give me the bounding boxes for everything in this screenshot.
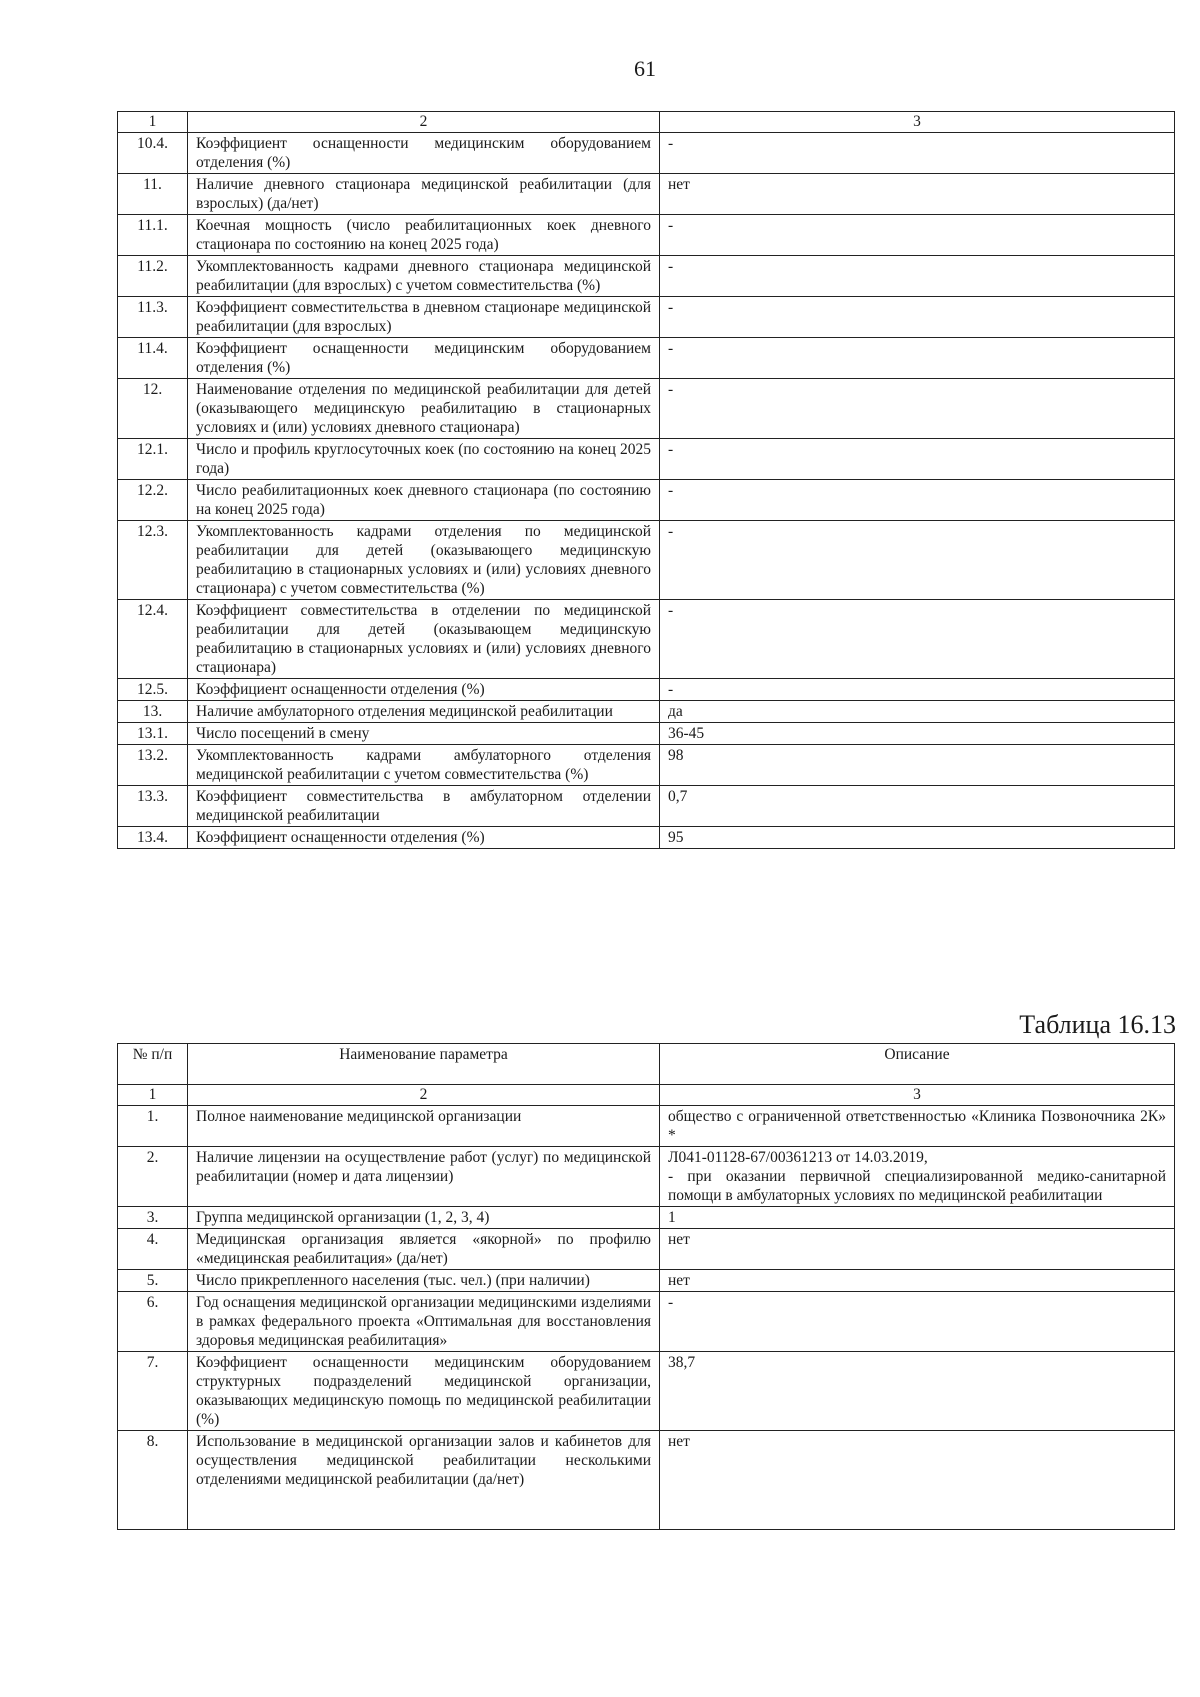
table-row [118,600,1175,679]
table-header-numbers [118,1085,1175,1106]
parameter-value: - [660,256,1175,297]
parameter-name: Использование в медицинской организации залов и кабинетов для осуществления медицинской реабилитации несколькими отделениями медицинской реабилитации (да/нет) [188,1431,660,1530]
row-number: 12.3. [118,521,188,600]
table-row [118,1292,1175,1352]
row-number: 11.2. [118,256,188,297]
parameter-name: Наименование отделения по медицинской реабилитации для детей (оказывающего медицинскую реабилитацию в стационарных условиях и (или) условиях дневного стационара) [188,379,660,439]
parameter-value: 95 [660,827,1175,849]
row-number: 11.1. [118,215,188,256]
column-number-2: 2 [188,1085,660,1106]
column-number-1: 1 [118,1085,188,1106]
parameter-name: Число прикрепленного населения (тыс. чел.) (при наличии) [188,1270,660,1292]
table-header [118,1044,1175,1085]
row-number: 3. [118,1207,188,1229]
parameter-value: нет [660,174,1175,215]
license-number: Л041-01128-67/00361213 от 14.03.2019, [668,1149,928,1166]
parameter-value: - [660,1292,1175,1352]
table-row [118,1270,1175,1292]
row-number: 5. [118,1270,188,1292]
column-number-1: 1 [118,112,188,133]
table-row [118,1431,1175,1530]
parameter-name: Медицинская организация является «якорной» по профилю «медицинская реабилитация» (да/нет) [188,1229,660,1270]
row-number: 13.4. [118,827,188,849]
table-row [118,1207,1175,1229]
table-row [118,297,1175,338]
table-continuation [117,111,1175,849]
parameter-name: Коэффициент совместительства в амбулаторном отделении медицинской реабилитации [188,786,660,827]
parameter-name: Группа медицинской организации (1, 2, 3, 4) [188,1207,660,1229]
parameter-value: общество с ограниченной ответственностью «Клиника Позвоночника 2К» * [660,1106,1175,1147]
parameter-value: 38,7 [660,1352,1175,1431]
table-row [118,379,1175,439]
parameter-value: - [660,338,1175,379]
table-row [118,215,1175,256]
parameter-value: 36-45 [660,723,1175,745]
row-number: 1. [118,1106,188,1147]
parameter-value: 0,7 [660,786,1175,827]
column-header-parameter: Наименование параметра [188,1044,660,1085]
row-number: 11. [118,174,188,215]
parameter-value: 98 [660,745,1175,786]
parameter-name: Число и профиль круглосуточных коек (по состоянию на конец 2025 года) [188,439,660,480]
row-number: 12.1. [118,439,188,480]
page-number: 61 [634,56,656,81]
parameter-value: - [660,480,1175,521]
parameter-name: Укомплектованность кадрами дневного стационара медицинской реабилитации (для взрослых) с учетом совместительства (%) [188,256,660,297]
parameter-name: Полное наименование медицинской организации [188,1106,660,1147]
row-number: 10.4. [118,133,188,174]
column-number-2: 2 [188,112,660,133]
parameter-value: - [660,215,1175,256]
parameter-value: - [660,379,1175,439]
parameter-name: Число посещений в смену [188,723,660,745]
parameter-name: Число реабилитационных коек дневного стационара (по состоянию на конец 2025 года) [188,480,660,521]
parameter-value: - [660,297,1175,338]
parameter-value [660,1147,1175,1207]
table-header-numbers [118,112,1175,133]
column-number-3: 3 [660,112,1175,133]
parameter-value: - [660,600,1175,679]
parameter-value: 1 [660,1207,1175,1229]
row-number: 12.2. [118,480,188,521]
column-number-3: 3 [660,1085,1175,1106]
parameter-name: Укомплектованность кадрами амбулаторного отделения медицинской реабилитации с учетом совместительства (%) [188,745,660,786]
row-number: 7. [118,1352,188,1431]
table-row [118,827,1175,849]
organization-parameters-table [117,1043,1175,1530]
table-row [118,1106,1175,1147]
parameter-name: Коэффициент оснащенности отделения (%) [188,679,660,701]
table-row [118,133,1175,174]
row-number: 13.3. [118,786,188,827]
table-row [118,723,1175,745]
parameter-name: Наличие амбулаторного отделения медицинской реабилитации [188,701,660,723]
row-number: 8. [118,1431,188,1530]
parameter-value: - [660,133,1175,174]
parameter-name: Наличие лицензии на осуществление работ (услуг) по медицинской реабилитации (номер и дата лицензии) [188,1147,660,1207]
parameter-name: Год оснащения медицинской организации медицинскими изделиями в рамках федерального проекта «Оптимальная для восстановления здоровья медицинская реабилитация» [188,1292,660,1352]
row-number: 13. [118,701,188,723]
table-caption: Таблица 16.13 [1019,1010,1176,1039]
parameter-value: - [660,439,1175,480]
row-number: 2. [118,1147,188,1207]
row-number: 6. [118,1292,188,1352]
parameter-name: Укомплектованность кадрами отделения по медицинской реабилитации для детей (оказывающего медицинскую реабилитацию в стационарных условиях и (или) условиях дневного стационара) с учетом совместительства (%) [188,521,660,600]
parameter-name: Коэффициент оснащенности медицинским оборудованием отделения (%) [188,133,660,174]
column-header-number: № п/п [118,1044,188,1085]
table-row [118,256,1175,297]
table-row [118,745,1175,786]
parameter-name: Коэффициент оснащенности отделения (%) [188,827,660,849]
parameter-name: Коэффициент оснащенности медицинским оборудованием отделения (%) [188,338,660,379]
parameter-value: - [660,679,1175,701]
parameter-value: нет [660,1431,1175,1530]
row-number: 11.3. [118,297,188,338]
parameter-value: нет [660,1229,1175,1270]
parameter-value: да [660,701,1175,723]
table-row [118,679,1175,701]
table-row [118,480,1175,521]
row-number: 12.4. [118,600,188,679]
column-header-description: Описание [660,1044,1175,1085]
table-row [118,701,1175,723]
table-row [118,1147,1175,1207]
row-number: 13.2. [118,745,188,786]
license-scope: - при оказании первичной специализированной медико-санитарной помощи в амбулаторных условиях по медицинской реабилитации [668,1168,1166,1204]
table-row [118,786,1175,827]
table-row [118,521,1175,600]
table-row [118,174,1175,215]
row-number: 12. [118,379,188,439]
row-number: 12.5. [118,679,188,701]
parameter-name: Коэффициент совместительства в дневном стационаре медицинской реабилитации (для взрослых) [188,297,660,338]
parameter-name: Коечная мощность (число реабилитационных коек дневного стационара по состоянию на конец 2025 года) [188,215,660,256]
row-number: 13.1. [118,723,188,745]
parameter-value: - [660,521,1175,600]
table-row [118,1352,1175,1431]
table-row [118,338,1175,379]
parameter-name: Коэффициент совместительства в отделении по медицинской реабилитации для детей (оказывающем медицинскую реабилитацию в стационарных условиях и (или) условиях дневного стационара) [188,600,660,679]
parameter-value: нет [660,1270,1175,1292]
table-row [118,439,1175,480]
row-number: 11.4. [118,338,188,379]
parameter-name: Коэффициент оснащенности медицинским оборудованием структурных подразделений медицинской организации, оказывающих медицинскую помощь по медицинской реабилитации (%) [188,1352,660,1431]
parameter-name: Наличие дневного стационара медицинской реабилитации (для взрослых) (да/нет) [188,174,660,215]
row-number: 4. [118,1229,188,1270]
table-row [118,1229,1175,1270]
